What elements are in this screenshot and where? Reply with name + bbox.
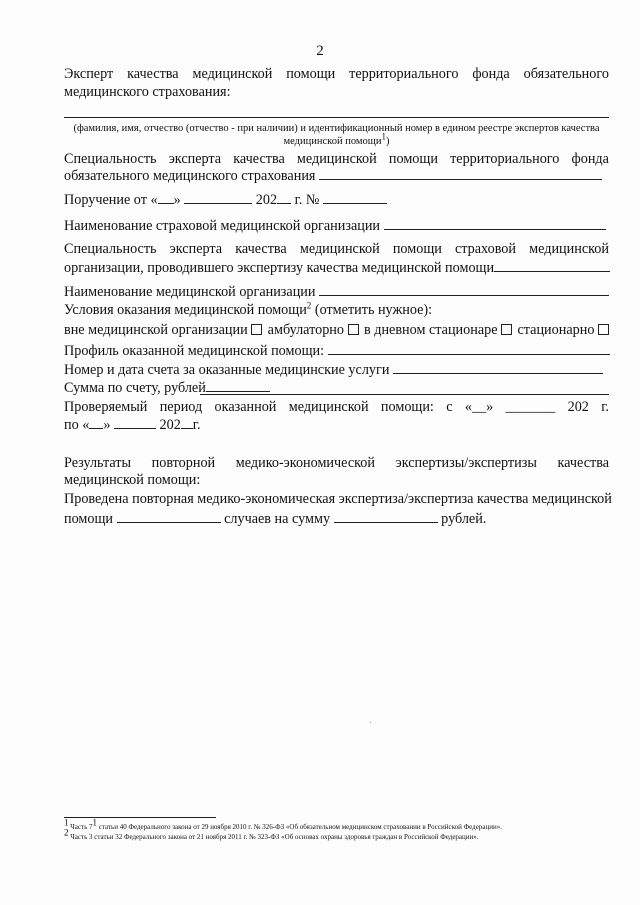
- specialty-smo-line2: организации, проводившего экспертизу качества медицинской помощи: [64, 259, 609, 277]
- specialty-tfoms-field[interactable]: [319, 167, 602, 180]
- option-outside: вне медицинской организации: [64, 322, 262, 339]
- order-month-field[interactable]: [184, 191, 252, 204]
- period-from-month-field[interactable]: _______: [505, 399, 556, 415]
- specialty-tfoms-line1: Специальность эксперта качества медицинской помощи территориального фонда: [64, 151, 609, 167]
- invoice-line: Номер и дата счета за оказанные медицинские услуги: [64, 361, 609, 379]
- expert-name-caption-2: медицинской помощи$^1$): [283, 131, 390, 147]
- footnote-separator: [64, 817, 216, 818]
- checkbox-ambulatory[interactable]: [348, 324, 359, 335]
- amount-field-extension: [200, 394, 609, 395]
- order-day-field[interactable]: [158, 191, 174, 204]
- footnote-2: $^2$ Часть 3 статьи 32 Федерального закона от 21 ноября 2011 г. № 323-ФЗ «Об основах охраны здоровья граждан в Российской Федерации».: [64, 827, 479, 841]
- amount-line: Сумма по счету, рублей: [64, 379, 609, 397]
- results-line4: помощи случаев на сумму рублей.: [64, 511, 487, 527]
- option-ambulatory: амбулаторно: [268, 322, 359, 339]
- results-line1: Результаты повторной медико-экономической экспертизы/экспертизы качества: [64, 455, 609, 471]
- period-to-month-field[interactable]: [114, 416, 156, 429]
- expert-tfoms-line2: медицинского страхования:: [64, 84, 231, 100]
- order-number-field[interactable]: [323, 191, 387, 204]
- invoice-field[interactable]: [393, 361, 603, 374]
- conditions-line: Условия оказания медицинской помощи$^2$ (отметить нужное):: [64, 300, 433, 318]
- medical-org-line: Наименование медицинской организации: [64, 283, 609, 301]
- insurer-name-field[interactable]: [384, 217, 606, 230]
- expert-name-caption-1: (фамилия, имя, отчество (отчество - при наличии) и идентификационный номер в едином реестре экспертов качества: [73, 123, 600, 134]
- period-from-day-field[interactable]: «__»: [464, 399, 494, 415]
- period-line1: Проверяемый период оказанной медицинской помощи: с «__» _______ 202 г.: [64, 399, 609, 415]
- option-day-hospital: в дневном стационаре: [364, 322, 512, 339]
- checkbox-day-hospital[interactable]: [501, 324, 512, 335]
- period-to-year-field[interactable]: [181, 416, 193, 429]
- insurer-name-line: Наименование страховой медицинской организации: [64, 217, 609, 235]
- conditions-options: [64, 322, 609, 339]
- period-line2: по « » 202 г.: [64, 417, 201, 433]
- period-to-day-field[interactable]: [89, 416, 103, 429]
- results-line2: медицинской помощи:: [64, 472, 201, 488]
- amount-field[interactable]: [206, 379, 270, 392]
- profile-field[interactable]: [328, 342, 610, 355]
- specialty-smo-field[interactable]: [494, 259, 610, 272]
- footnote-1: $^1$ Часть $7^1$ статьи 40 Федерального закона от 29 ноября 2010 г. № 326-ФЗ «Об обязательном медицинском страховании в Российской Федерации».: [64, 817, 502, 831]
- expert-tfoms-line1: Эксперт качества медицинской помощи территориального фонда обязательного: [64, 66, 609, 82]
- specialty-smo-line1: Специальность эксперта качества медицинской помощи страховой медицинской: [64, 241, 609, 257]
- medical-org-field[interactable]: [319, 283, 609, 296]
- specialty-tfoms-line2: обязательного медицинского страхования: [64, 167, 609, 185]
- checkbox-inpatient[interactable]: [598, 324, 609, 335]
- results-line3: Проведена повторная медико-экономическая экспертиза/экспертиза качества медицинской: [64, 491, 612, 507]
- option-inpatient: стационарно: [518, 322, 609, 339]
- order-year-field[interactable]: [277, 191, 291, 204]
- page-number: 2: [316, 43, 324, 59]
- checkbox-outside[interactable]: [251, 324, 262, 335]
- cases-sum-field[interactable]: [334, 510, 438, 523]
- order-line: Поручение от « » 202 г. №: [64, 191, 609, 209]
- expert-name-field[interactable]: [64, 117, 609, 118]
- profile-line: Профиль оказанной медицинской помощи:: [64, 342, 609, 360]
- cases-count-field[interactable]: [117, 510, 221, 523]
